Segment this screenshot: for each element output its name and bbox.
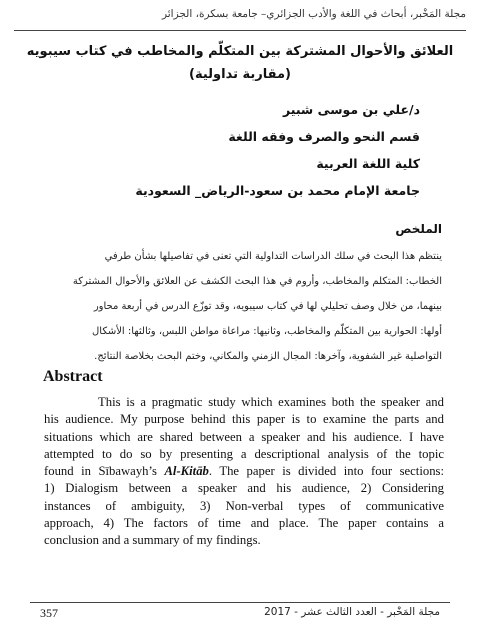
arabic-abstract-line: بينهما، من خلال وصف تحليلي لها في كتاب سيبويه، وقد توزّع الدرس في أربعة محاور [93, 301, 442, 312]
english-abstract-line: instances of ambiguity, 3) Non-verbal types of communicative [44, 498, 444, 513]
running-header: مجلة المَخْبر، أبحاث في اللغة والأدب الجزائري– جامعة بسكرة، الجزائر [161, 8, 466, 20]
english-abstract-body [44, 394, 444, 550]
english-abstract-line: situations which are shared between a speaker and his audience. I have [44, 429, 444, 444]
book-title: Al-Kitāb [164, 464, 209, 479]
english-abstract-heading: Abstract [43, 368, 103, 385]
author-department: قسم النحو والصرف وفقه اللغة [228, 129, 420, 144]
author-name: د/علي بن موسى شبير [282, 102, 420, 117]
english-abstract-line: conclusion and a summary of my findings. [44, 533, 261, 548]
english-abstract-line: approach, 4) The factors of time and place. The paper contains a [44, 516, 444, 531]
arabic-abstract-heading: الملخص [395, 222, 442, 236]
english-abstract-line: 1) Dialogism between a speaker and his audience, 2) Considering [44, 481, 444, 496]
arabic-abstract-line: التواصلية غير الشفوية، وآخرها: المجال الزمني والمكاني، وختم البحث بخلاصة النتائج. [94, 351, 442, 362]
author-college: كلية اللغة العربية [316, 156, 420, 171]
arabic-abstract-line: الخطاب: المتكلم والمخاطب، وأروم في هذا البحث الكشف عن العلائق والأحوال المشتركة [72, 276, 442, 287]
arabic-abstract-line: ينتظم هذا البحث في سلك الدراسات التداولية التي تعنى في تفاصيلها بشأن طرفي [104, 251, 442, 262]
english-abstract-text: . The paper is divided into four sections: [208, 464, 444, 479]
paper-title [20, 40, 460, 86]
english-abstract-line: his audience. My purpose behind this paper is to examine the parts and [44, 412, 444, 427]
footer-divider [30, 602, 450, 603]
english-abstract-line: This is a pragmatic study which examines both the speaker and [98, 395, 444, 409]
page-number: 357 [40, 606, 58, 620]
english-abstract-line: attempted to do so by presenting a descriptional analysis of the topic [44, 446, 444, 461]
english-abstract-line-with-book [44, 463, 444, 480]
title-subtitle: (مقاربة تداولية) [189, 67, 291, 82]
author-block [40, 96, 420, 204]
arabic-abstract-body [42, 244, 442, 369]
title-main: العلائق والأحوال المشتركة بين المتكلّم والمخاطب في كتاب سيبويه [26, 44, 454, 59]
header-divider [14, 30, 466, 31]
arabic-abstract-line: أولها: الحوارية بين المتكلّم والمخاطب، وثانيها: مراعاة مواطن اللبس، وثالثها: الأشكال [92, 326, 442, 337]
running-footer: مجلة المَخْبر - العدد الثالث عشر - 2017 [264, 606, 440, 618]
english-abstract-text: found in Sībawayh’s [44, 464, 165, 479]
author-university: جامعة الإمام محمد بن سعود-الرياض_ السعودية [135, 183, 420, 198]
